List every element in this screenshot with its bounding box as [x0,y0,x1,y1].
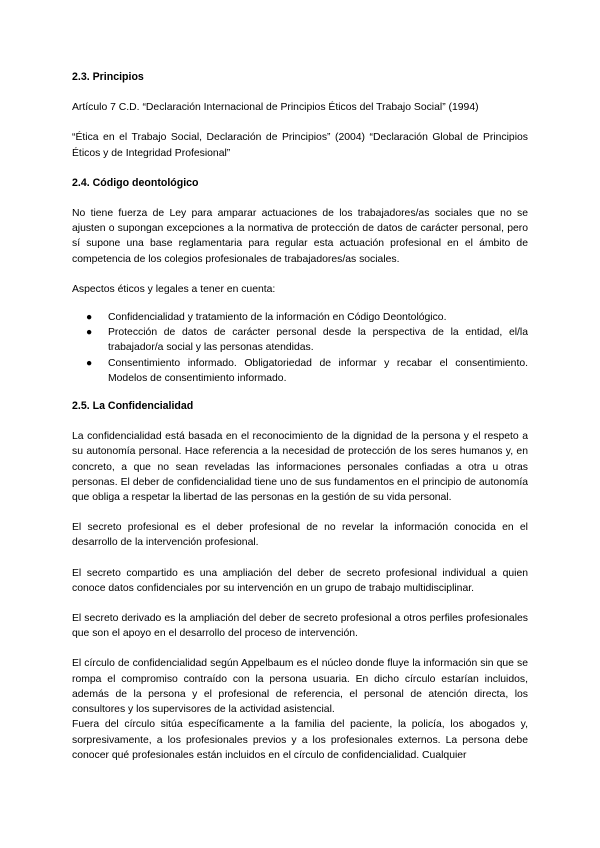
list-item [72,310,528,325]
bullet-icon: ● [86,327,93,339]
paragraph-fuera-circulo: Fuera del círculo sitúa específicamente a la familia del paciente, la policía, los abogados y, sorpresivamente, a los profesionales previos y a los profesionales externos. La persona debe conocer qué profesionales están incluidos en el círculo de confidencialidad. Cualquier [72,719,528,761]
paragraph-confidencialidad: La confidencialidad está basada en el reconocimiento de la dignidad de la persona y el respeto a su autonomía personal. Hace referencia a la necesidad de protección de los seres humanos y, en concreto, a que no sean reveladas las informaciones personales confiadas a otra u otras personas. El deber de confidencialidad tiene uno de sus fundamentos en el principio de autonomía que obliga a respetar la libertad de las personas en la gestión de su vida personal. [72,431,528,504]
section-heading-confidencialidad: 2.5. La Confidencialidad [72,400,194,413]
list-item [72,325,528,355]
paragraph-secreto-derivado: El secreto derivado es la ampliación del deber de secreto profesional a otros perfiles profesionales que son el apoyo en el desarrollo del proceso de intervención. [72,613,528,640]
paragraph-aspectos: Aspectos éticos y legales a tener en cuenta: [72,283,276,295]
aspectos-list [72,310,528,386]
list-item-text: Consentimiento informado. Obligatoriedad de informar y recabar el consentimiento. Modelos de consentimiento informado. [108,357,528,384]
bullet-icon: ● [86,357,93,369]
paragraph-circulo-confidencialidad: El círculo de confidencialidad según Appelbaum es el núcleo donde fluye la información sin que se rompa el compromiso contraído con la persona usuaria. En dicho círculo estarían incluidos, además de la persona y el profesional de referencia, el personal de atención directa, los consultores y los supervisores de la actividad asistencial. [72,658,528,716]
list-item [72,356,528,386]
paragraph-fuerza-ley: No tiene fuerza de Ley para amparar actuaciones de los trabajadores/as sociales que no se ajusten o supongan excepciones a la normativa de protección de datos de carácter personal, pero sí supone una base reglamentaria para regular esta actuación profesional en el ámbito de competencia de los colegios profesionales de trabajadores/as sociales. [72,208,528,265]
paragraph-secreto-compartido: El secreto compartido es una ampliación del deber de secreto profesional individual a quien conoce datos confidenciales por su intervención en un grupo de trabajo multidisciplinar. [72,567,528,594]
section-heading-principios: 2.3. Principios [72,71,144,83]
bullet-icon: ● [86,312,93,324]
document-page [72,70,528,763]
paragraph-articulo-7: Artículo 7 C.D. “Declaración Internacional de Principios Éticos del Trabajo Social” (1994) [72,102,479,114]
list-item-text: Confidencialidad y tratamiento de la información en Código Deontológico. [108,312,447,324]
list-item-text: Protección de datos de carácter personal desde la perspectiva de la entidad, el/la trabajador/a social y las personas atendidas. [108,327,528,354]
paragraph-etica-trabajo-social: “Ética en el Trabajo Social, Declaración de Principios” (2004) “Declaración Global de Principios Éticos y de Integridad Profesional” [72,132,528,159]
paragraph-secreto-profesional: El secreto profesional es el deber profesional de no revelar la información conocida en el desarrollo de la intervención profesional. [72,522,528,549]
section-heading-codigo: 2.4. Código deontológico [72,176,199,189]
